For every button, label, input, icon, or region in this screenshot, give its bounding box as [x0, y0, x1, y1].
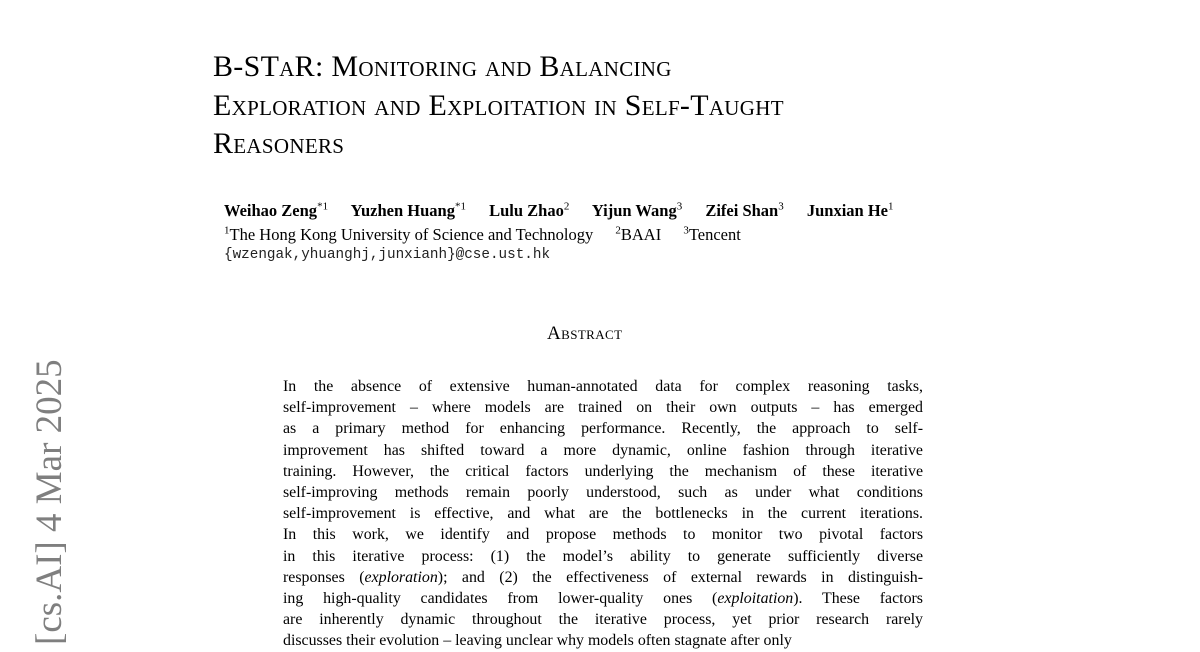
abstract-line: as a primary method for enhancing performance. Recently, the approach to self- [283, 420, 923, 438]
author: Yijun Wang$^3$ [591, 200, 683, 220]
abstract-line: In this work, we identify and propose methods to monitor two pivotal factors [283, 526, 923, 544]
arxiv-side-stamp: [cs.AI] 4 Mar 2025 [29, 359, 70, 645]
title-line: Reasoners [213, 127, 345, 160]
abstract-line: ing high-quality candidates from lower-quality ones (exploitation). These factors [283, 590, 923, 608]
paper-title [213, 48, 1033, 164]
abstract-body [283, 376, 923, 652]
author: Yuzhen Huang$^{*1}$ [350, 200, 466, 220]
affiliation: $^1$The Hong Kong University of Science and Technology [224, 224, 594, 244]
abstract-line: in this iterative process: (1) the model’s ability to generate sufficiently diverse [283, 547, 923, 565]
title-line: B-STaR: Monitoring and Balancing [213, 50, 672, 83]
affiliation: $^3$Tencent [683, 224, 741, 244]
abstract-line: improvement has shifted toward a more dynamic, online fashion through iterative [283, 441, 923, 459]
affiliation: $^2$BAAI [615, 224, 662, 244]
abstract-line: self-improvement is effective, and what are the bottlenecks in the current iterations. [283, 505, 923, 523]
abstract-line: self-improving methods remain poorly understood, such as under what conditions [283, 484, 923, 502]
abstract-line: are inherently dynamic throughout the iterative process, yet prior research rarely [283, 611, 923, 629]
author: Lulu Zhao$^2$ [489, 200, 570, 220]
abstract-line: discusses their evolution – leaving unclear why models often stagnate after only [283, 632, 792, 650]
affiliation-list [224, 224, 759, 245]
author-list [224, 200, 894, 221]
author: Zifei Shan$^3$ [705, 200, 784, 220]
abstract-line: responses (exploration); and (2) the effectiveness of external rewards in distinguish- [283, 568, 923, 586]
author: Junxian He$^1$ [806, 200, 894, 220]
author: Weihao Zeng$^{*1}$ [224, 200, 329, 220]
abstract-line: self-improvement – where models are trained on their own outputs – has emerged [283, 399, 923, 417]
abstract-heading: Abstract [547, 323, 623, 344]
contact-email: {wzengak,yhuanghj,junxianh}@cse.ust.hk [224, 247, 551, 263]
abstract-line: In the absence of extensive human-annotated data for complex reasoning tasks, [283, 378, 923, 395]
title-line: Exploration and Exploitation in Self-Taught [213, 88, 784, 122]
abstract-line: training. However, the critical factors underlying the mechanism of these iterative [283, 462, 923, 480]
